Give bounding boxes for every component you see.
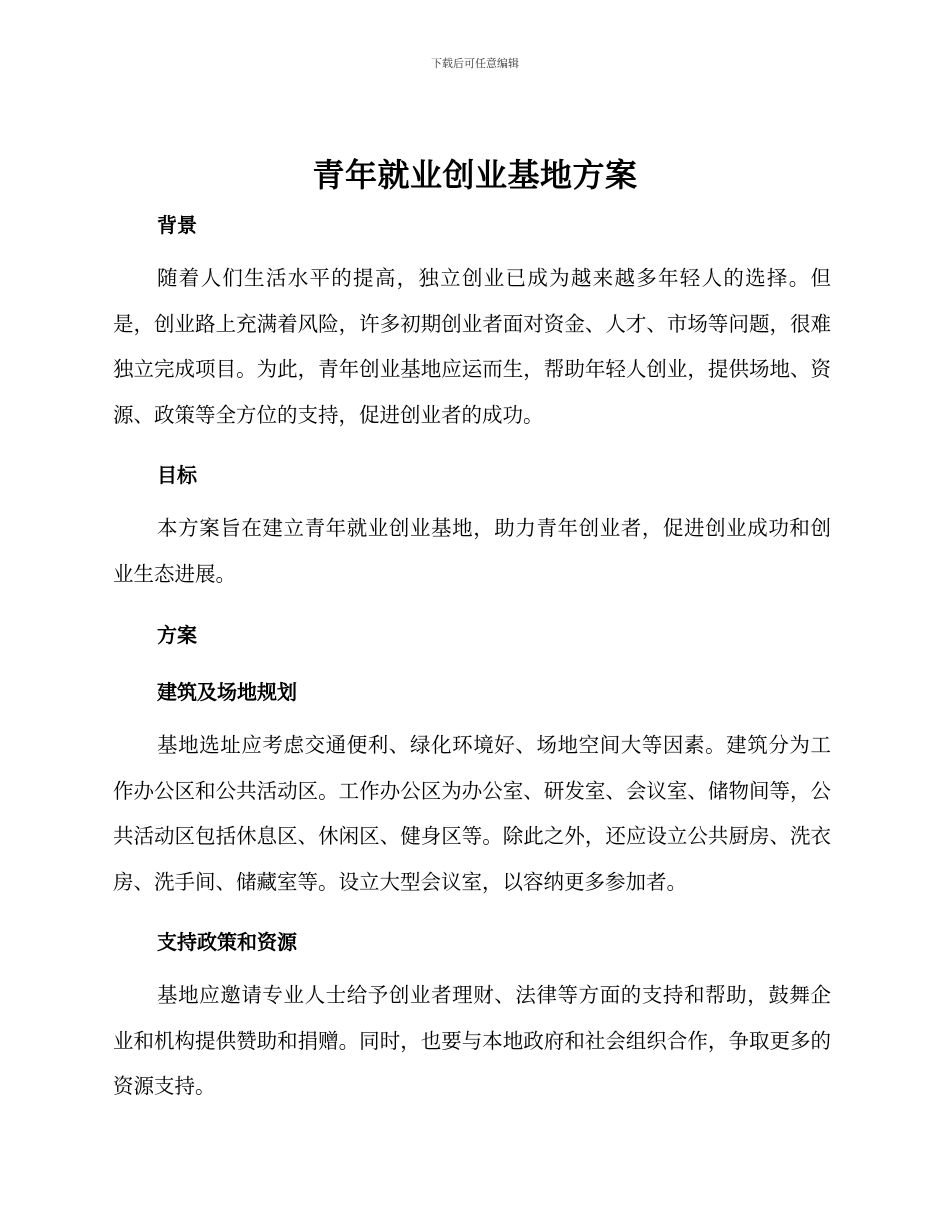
heading-building: 建筑及场地规划	[157, 680, 297, 704]
heading-support: 支持政策和资源	[157, 930, 297, 954]
paragraph-goal: 本方案旨在建立青年就业创业基地，助力青年创业者，促进创业成功和创业生态进展。	[113, 516, 831, 586]
header-note: 下载后可任意编辑	[431, 57, 519, 70]
paragraph-support: 基地应邀请专业人士给予创业者理财、法律等方面的支持和帮助，鼓舞企业和机构提供赞助和捐赠。同时，也要与本地政府和社会组织合作，争取更多的资源支持。	[113, 983, 831, 1098]
heading-background: 背景	[157, 213, 197, 237]
paragraph-building: 基地选址应考虑交通便利、绿化环境好、场地空间大等因素。建筑分为工作办公区和公共活动区。工作办公区为办公室、研发室、会议室、储物间等，公共活动区包括休息区、休闲区、健身区等。除此之外，还应设立公共厨房、洗衣房、洗手间、储藏室等。设立大型会议室，以容纳更多参加者。	[113, 733, 831, 894]
document-title: 青年就业创业基地方案	[312, 156, 638, 194]
heading-goal: 目标	[157, 463, 197, 487]
paragraph-background: 随着人们生活水平的提高，独立创业已成为越来越多年轻人的选择。但是，创业路上充满着风险，许多初期创业者面对资金、人才、市场等问题，很难独立完成项目。为此，青年创业基地应运而生，帮助年轻人创业，提供场地、资源、政策等全方位的支持，促进创业者的成功。	[113, 266, 831, 427]
heading-plan: 方案	[157, 623, 197, 647]
